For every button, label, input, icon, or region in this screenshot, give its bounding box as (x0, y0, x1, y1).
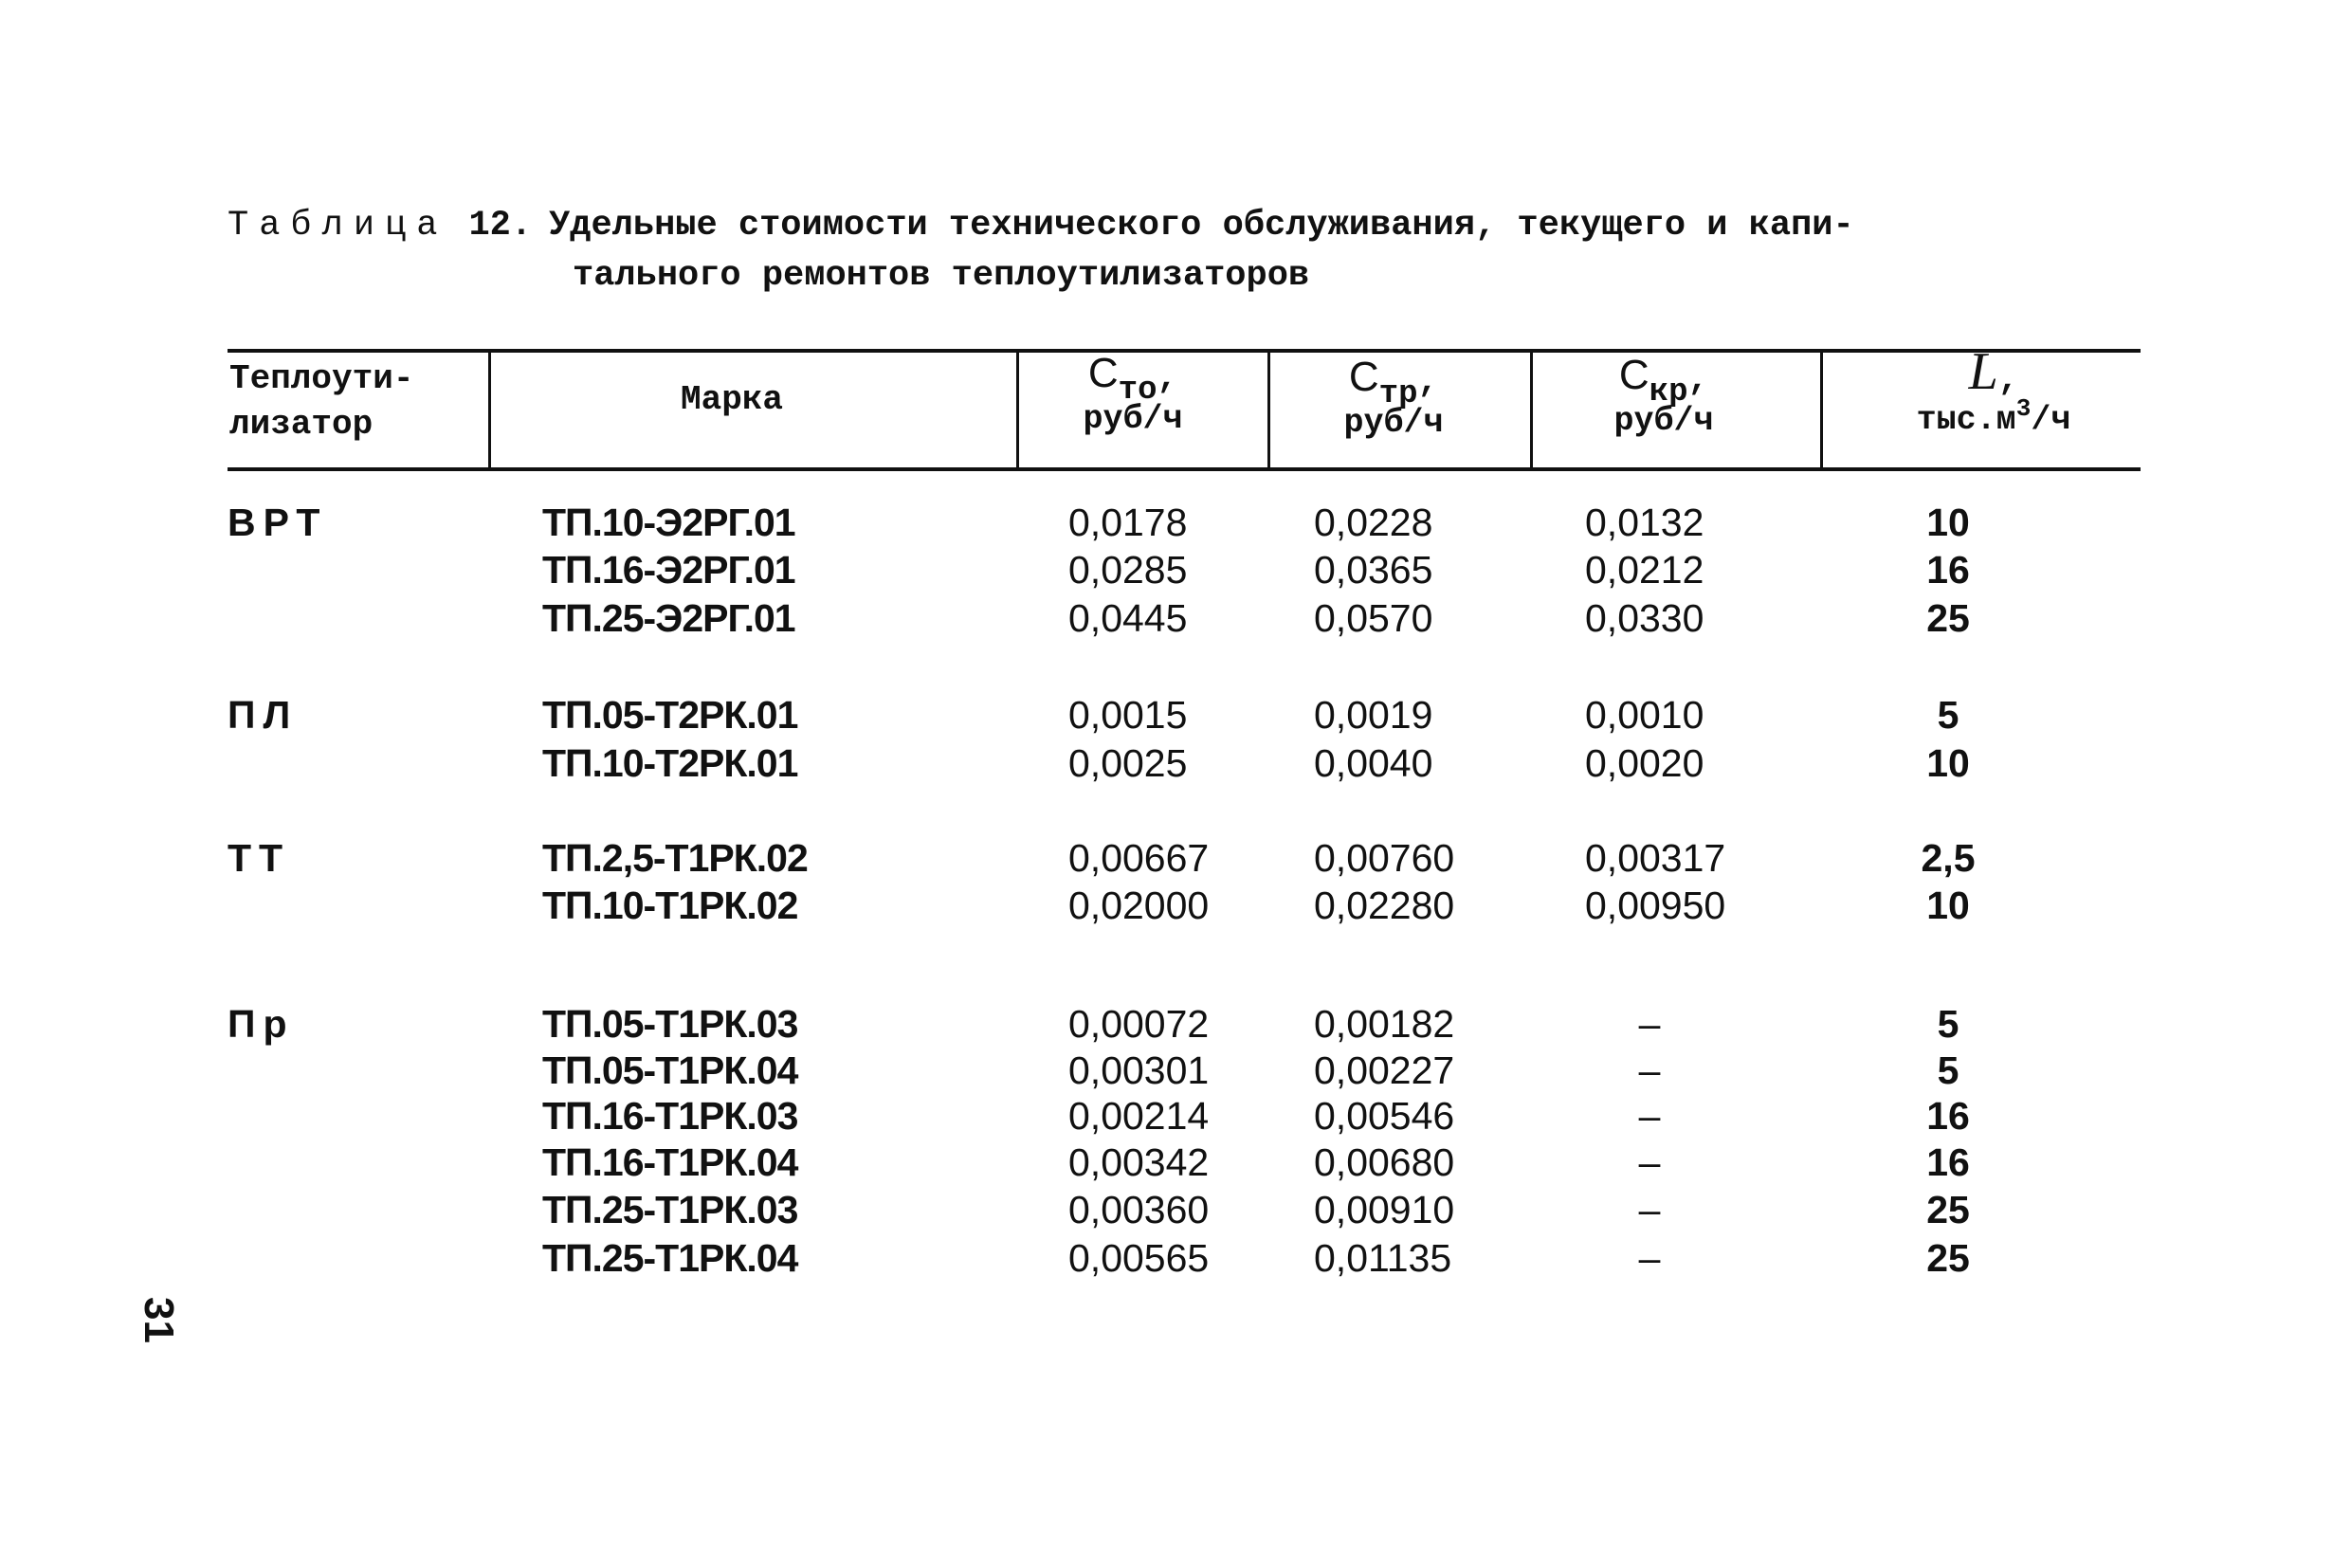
cell-type: ПЛ (228, 693, 299, 737)
cto-unit: руб/ч (1083, 400, 1183, 438)
cto-comma: , (1157, 358, 1178, 397)
cell-ctr: 0,0228 (1314, 501, 1433, 544)
cell-ctr: 0,00546 (1314, 1094, 1455, 1138)
cell-cto: 0,02000 (1068, 884, 1210, 927)
cell-l: 2,5 (1921, 836, 1976, 880)
cell-l: 5 (1937, 693, 1959, 737)
header-divider (1820, 349, 1823, 471)
cell-ckr: 0,0020 (1585, 741, 1704, 785)
cell-mark: ТП.25-Э2РГ.01 (542, 596, 795, 640)
cell-cto: 0,00565 (1068, 1236, 1210, 1280)
header-ckr (1593, 353, 1735, 444)
cell-ctr: 0,0019 (1314, 693, 1433, 737)
cell-ckr: 0,0132 (1585, 501, 1704, 544)
cell-l: 16 (1926, 548, 1970, 592)
ctr-subscript: тр (1378, 376, 1418, 412)
cell-mark: ТП.2,5-Т1РК.02 (542, 836, 808, 880)
cell-ctr: 0,02280 (1314, 884, 1455, 927)
cell-l: 25 (1926, 1188, 1970, 1231)
cell-cto: 0,00214 (1068, 1094, 1210, 1138)
cell-ckr: 0,0010 (1585, 693, 1704, 737)
table-row (0, 739, 2351, 787)
cell-ckr: – (1638, 1002, 1661, 1046)
table-row (0, 594, 2351, 642)
header-ctr (1313, 355, 1474, 446)
table-row (0, 1139, 2351, 1186)
header-type (229, 356, 413, 447)
cell-cto: 0,0285 (1068, 548, 1188, 592)
cell-mark: ТП.16-Т1РК.03 (542, 1094, 798, 1138)
l-symbol: L (1968, 342, 1998, 401)
cell-ckr: – (1638, 1188, 1661, 1231)
header-divider (1267, 349, 1270, 471)
cell-type: Пр (228, 1002, 295, 1046)
cell-l: 25 (1926, 1236, 1970, 1280)
cell-ctr: 0,0570 (1314, 596, 1433, 640)
cell-ctr: 0,0040 (1314, 741, 1433, 785)
cell-mark: ТП.16-Э2РГ.01 (542, 548, 795, 592)
page-number: 31 (136, 1297, 182, 1343)
ctr-unit: руб/ч (1343, 404, 1444, 442)
cto-subscript: то (1118, 373, 1157, 409)
cell-cto: 0,00072 (1068, 1002, 1210, 1046)
cell-l: 10 (1926, 501, 1970, 544)
l-unit (1885, 394, 2103, 445)
caption-title-line-2: тального ремонтов теплоутилизаторов (573, 256, 1310, 296)
cell-ctr: 0,0365 (1314, 548, 1433, 592)
cell-l: 5 (1937, 1048, 1959, 1092)
header-cto (1062, 351, 1204, 442)
cell-ctr: 0,00680 (1314, 1140, 1455, 1184)
caption-table-number: 12. (468, 206, 533, 246)
cell-ckr: – (1638, 1048, 1661, 1092)
cell-mark: ТП.25-Т1РК.04 (542, 1236, 798, 1280)
cell-mark: ТП.10-Т2РК.01 (542, 741, 798, 785)
ctr-symbol: C (1348, 354, 1379, 400)
table-row (0, 882, 2351, 929)
cell-cto: 0,00301 (1068, 1048, 1210, 1092)
table-row (0, 546, 2351, 593)
l-unit-text: тыс.м (1916, 401, 2016, 439)
ckr-subscript: кр (1649, 374, 1688, 410)
cto-symbol: C (1087, 350, 1119, 396)
cell-mark: ТП.10-Э2РГ.01 (542, 501, 795, 544)
caption-line-1 (228, 201, 2123, 251)
cell-ckr: 0,0212 (1585, 548, 1704, 592)
table-row (0, 1000, 2351, 1048)
cell-cto: 0,00342 (1068, 1140, 1210, 1184)
ctr-comma: , (1417, 362, 1439, 401)
caption-title-line-1: Удельные стоимости технического обслуживания, текущего и капи- (549, 206, 1854, 246)
table-row (0, 1186, 2351, 1233)
cell-l: 10 (1926, 741, 1970, 785)
l-comma: , (1997, 360, 2019, 399)
cell-type: ВРТ (228, 501, 328, 544)
cell-cto: 0,0178 (1068, 501, 1188, 544)
cell-ckr: – (1638, 1094, 1661, 1138)
table-row (0, 499, 2351, 546)
cell-ckr: 0,00950 (1585, 884, 1726, 927)
table-row (0, 1234, 2351, 1282)
cell-ckr: – (1638, 1236, 1661, 1280)
l-unit-superscript: 3 (2015, 394, 2032, 423)
cell-mark: ТП.10-Т1РК.02 (542, 884, 798, 927)
header-mark-label: Марка (681, 380, 784, 419)
cell-l: 10 (1926, 884, 1970, 927)
ckr-symbol: C (1618, 352, 1649, 398)
header-bottom-rule (228, 467, 2141, 471)
cell-ckr: 0,00317 (1585, 836, 1726, 880)
cell-cto: 0,0025 (1068, 741, 1188, 785)
cell-ctr: 0,00760 (1314, 836, 1455, 880)
cell-l: 16 (1926, 1094, 1970, 1138)
cell-cto: 0,0015 (1068, 693, 1188, 737)
header-divider (1016, 349, 1019, 471)
table-caption (228, 201, 2123, 301)
ckr-comma: , (1687, 360, 1709, 399)
ckr-unit: руб/ч (1613, 402, 1714, 440)
table-row (0, 834, 2351, 882)
cell-mark: ТП.05-Т1РК.04 (542, 1048, 798, 1092)
cell-mark: ТП.25-Т1РК.03 (542, 1188, 798, 1231)
cell-l: 5 (1937, 1002, 1959, 1046)
cell-ctr: 0,01135 (1314, 1236, 1452, 1280)
l-unit-suffix: /ч (2031, 401, 2071, 439)
cell-ctr: 0,00182 (1314, 1002, 1455, 1046)
header-mark (681, 377, 783, 423)
table-row (0, 691, 2351, 738)
cell-mark: ТП.05-Т2РК.01 (542, 693, 798, 737)
cell-type: ТТ (228, 836, 291, 880)
cell-cto: 0,00360 (1068, 1188, 1210, 1231)
cell-l: 25 (1926, 596, 1970, 640)
cell-ctr: 0,00910 (1314, 1188, 1455, 1231)
cell-ckr: 0,0330 (1585, 596, 1704, 640)
caption-table-word: Таблица (228, 206, 448, 246)
cell-mark: ТП.05-Т1РК.03 (542, 1002, 798, 1046)
cell-l: 16 (1926, 1140, 1970, 1184)
header-divider (1530, 349, 1533, 471)
header-type-line-1: Теплоути- (229, 359, 414, 398)
cell-cto: 0,00667 (1068, 836, 1210, 880)
cell-mark: ТП.16-Т1РК.04 (542, 1140, 798, 1184)
cell-ctr: 0,00227 (1314, 1048, 1455, 1092)
header-l (1885, 342, 2103, 445)
header-divider (488, 349, 491, 471)
table-row (0, 1047, 2351, 1094)
header-type-line-2: лизатор (229, 405, 374, 444)
cell-ckr: – (1638, 1140, 1661, 1184)
cell-cto: 0,0445 (1068, 596, 1188, 640)
table-row (0, 1092, 2351, 1140)
